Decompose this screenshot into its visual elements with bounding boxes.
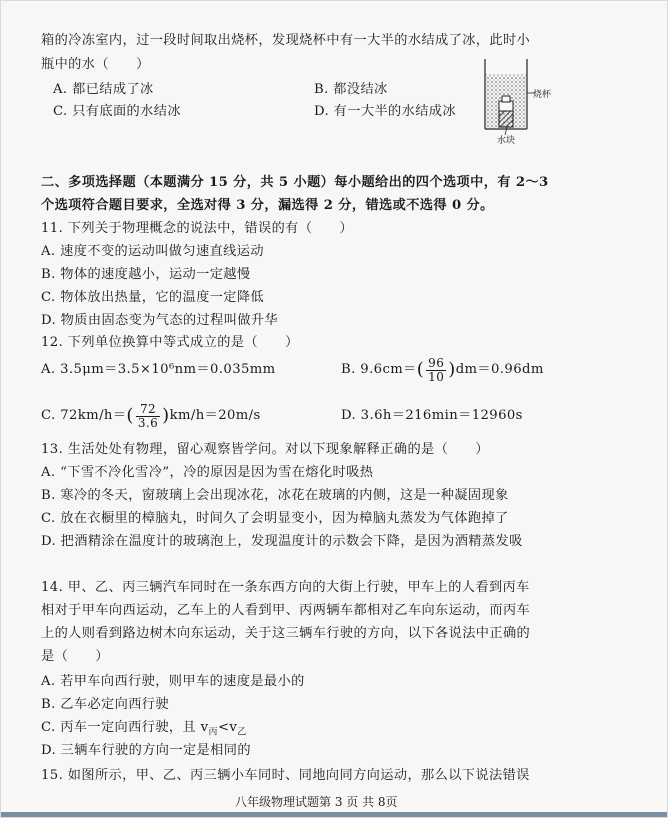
option-a: A. 速度不变的运动叫做匀速直线运动 [41, 244, 264, 259]
fraction-denominator: 3.6 [137, 415, 159, 430]
beaker-label: 烧杯 [533, 90, 552, 100]
option-b [341, 351, 544, 389]
option-c [41, 719, 247, 742]
water-label: 水块 [497, 136, 516, 146]
formula-text: C. 丙车一定向西行驶，且 v [41, 720, 209, 735]
option-a: A. 3.5μm＝3.5×10⁶nm＝0.035mm [41, 362, 276, 377]
question-11: 11. 下列关于物理概念的说法中，错误的有（ ） [41, 221, 354, 236]
option-c: C. 物体放出热量，它的温度一定降低 [41, 290, 265, 305]
formula-text: <v [217, 720, 238, 735]
formula-text: dm＝0.96dm [455, 362, 544, 377]
option-c: C. 只有底面的水结冰 [53, 104, 181, 119]
question-15: 15. 如图所示，甲、乙、丙三辆小车同时、同地向同方向运动，那么以下说法错误 [41, 768, 530, 783]
paren-open: ( [126, 405, 134, 426]
bottom-bar [1, 812, 668, 818]
formula-text: C. 72km/h＝ [41, 408, 127, 423]
option-a: A. “下雪不冷化雪冷”，冷的原因是因为雪在熔化时吸热 [41, 465, 374, 480]
option-d: D. 三辆车行驶的方向一定是相同的 [41, 743, 251, 758]
option-a: A. 都已结成了冰 [53, 82, 154, 97]
fraction-denominator: 10 [428, 369, 445, 384]
fraction-numerator: 72 [136, 403, 160, 417]
subscript: 乙 [237, 727, 247, 738]
option-b: B. 都没结冰 [314, 82, 388, 97]
option-b: B. 寒冷的冬天，窗玻璃上会出现冰花，冰花在玻璃的内侧，这是一种凝固现象 [41, 488, 509, 503]
formula-text: km/h＝20m/s [169, 408, 261, 423]
beaker-figure [479, 57, 552, 146]
text-line: 相对于甲车向西运动，乙车上的人看到甲、丙两辆车都相对乙车向东运动，而丙车 [41, 603, 531, 618]
question-14: 14. 甲、乙、丙三辆汽车同时在一条东西方向的大街上行驶，甲车上的人看到丙车 [41, 580, 530, 595]
paren-open: ( [416, 359, 425, 380]
page-footer: 八年级物理试题第 3 页 共 8页 [235, 795, 398, 809]
text-line: 是（ ） [41, 649, 109, 664]
paren-close: ) [448, 359, 456, 380]
fraction-numerator: 96 [428, 355, 445, 370]
option-d: D. 物质由固态变为气态的过程叫做升华 [41, 313, 279, 328]
option-b: B. 乙车必定向西行驶 [41, 697, 169, 712]
text-line: 瓶中的水（ ） [41, 57, 150, 72]
section-heading: 二、多项选择题（本题满分 15 分，共 5 小题）每小题给出的四个选项中，有 2～3 [41, 175, 549, 190]
fraction [426, 357, 446, 384]
option-d: D. 3.6h＝216min＝12960s [341, 408, 523, 423]
option-d: D. 把酒精涂在温度计的玻璃泡上，发现温度计的示数会下降，是因为酒精蒸发吸 [41, 534, 523, 549]
option-a: A. 若甲车向西行驶，则甲车的速度是最小的 [41, 674, 305, 689]
option-c: C. 放在衣橱里的樟脑丸，时间久了会明显变小，因为樟脑丸蒸发为气体跑掉了 [41, 511, 509, 526]
section-heading: 个选项符合题目要求，全选对得 3 分，漏选得 2 分，错选或不选得 0 分。 [41, 198, 494, 213]
text-line: 上的人则看到路边树木向东运动，关于这三辆车行驶的方向，以下各说法中正确的 [41, 626, 531, 641]
question-12: 12. 下列单位换算中等式成立的是（ ） [41, 335, 299, 350]
fraction [136, 403, 160, 430]
subscript: 丙 [208, 727, 218, 738]
option-b: B. 物体的速度越小，运动一定越慢 [41, 267, 251, 282]
formula-text: B. 9.6cm＝ [341, 362, 417, 377]
option-d: D. 有一大半的水结成冰 [314, 104, 456, 119]
paren-close: ) [162, 405, 170, 426]
option-c [41, 397, 261, 435]
text-line: 箱的冷冻室内，过一段时间取出烧杯，发现烧杯中有一大半的水结成了冰，此时小 [41, 33, 531, 48]
question-13: 13. 生活处处有物理，留心观察皆学问。对以下现象解释正确的是（ ） [41, 442, 489, 457]
